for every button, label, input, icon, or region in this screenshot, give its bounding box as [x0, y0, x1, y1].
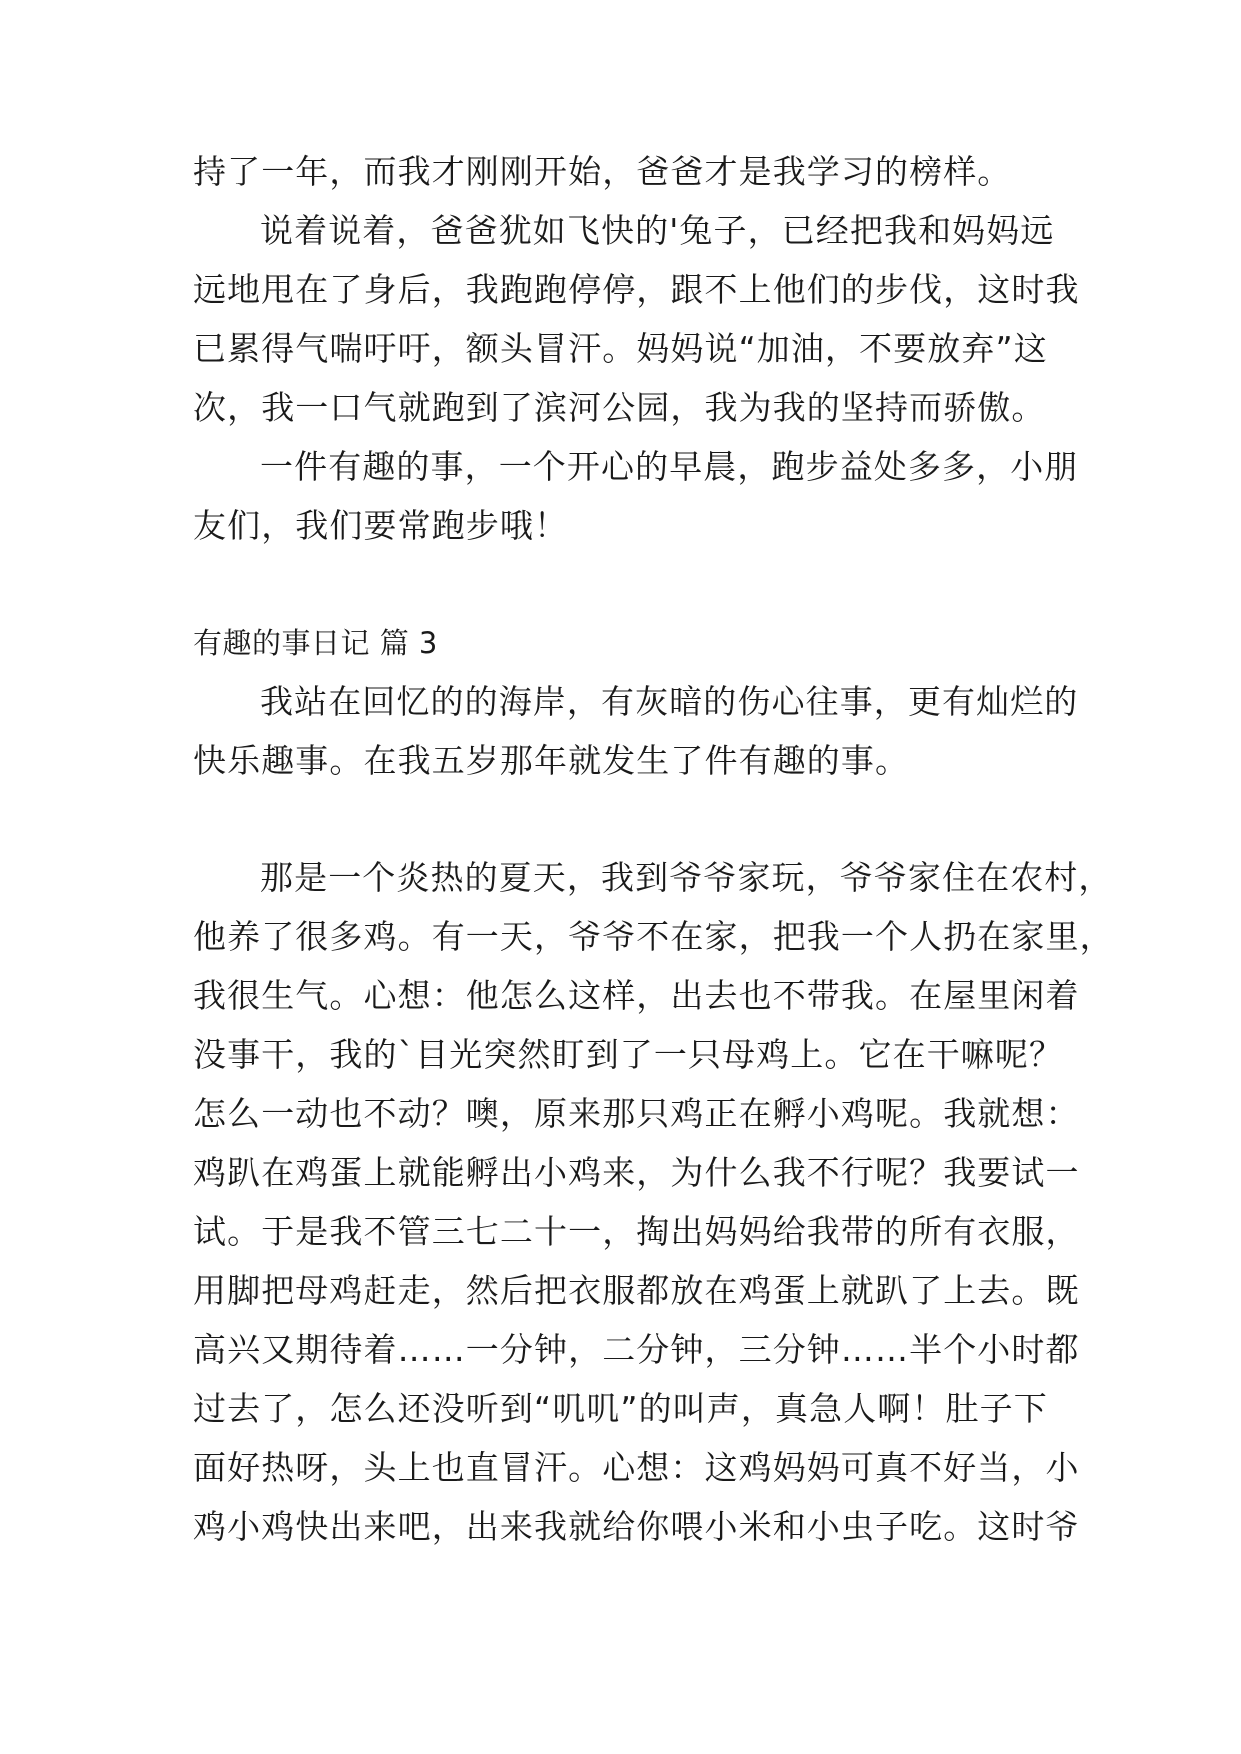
text-line: 没事干，我的`目光突然盯到了一只母鸡上。它在干嘛呢？ [193, 1035, 1064, 1074]
text-line: 高兴又期待着……一分钟，二分钟，三分钟……半个小时都 [193, 1330, 1080, 1369]
text-line: 已累得气喘吁吁，额头冒汗。妈妈说“加油，不要放弃”这 [193, 329, 1048, 368]
text-line: 持了一年，而我才刚刚开始，爸爸才是我学习的榜样。 [193, 152, 1012, 191]
text-line: 怎么一动也不动？噢，原来那只鸡正在孵小鸡呢。我就想： [193, 1094, 1080, 1133]
text-line: 鸡小鸡快出来吧，出来我就给你喂小米和小虫子吃。这时爷 [193, 1507, 1080, 1546]
text-line: 友们，我们要常跑步哦！ [193, 506, 569, 545]
paragraph-first-line: 一件有趣的事，一个开心的早晨，跑步益处多多，小朋 [260, 447, 1079, 486]
section-heading: 有趣的事日记 篇 3 [193, 626, 438, 660]
text-line: 我很生气。心想：他怎么这样，出去也不带我。在屋里闲着 [193, 976, 1080, 1015]
paragraph-first-line: 那是一个炎热的夏天，我到爷爷家玩，爷爷家住在农村， [260, 858, 1113, 897]
text-line: 他养了很多鸡。有一天，爷爷不在家，把我一个人扔在家里， [193, 917, 1114, 956]
text-line: 鸡趴在鸡蛋上就能孵出小鸡来，为什么我不行呢？我要试一 [193, 1153, 1080, 1192]
text-line: 快乐趣事。在我五岁那年就发生了件有趣的事。 [193, 741, 910, 780]
text-line: 过去了，怎么还没听到“叽叽”的叫声，真急人啊！肚子下 [193, 1389, 1048, 1428]
text-line: 远地甩在了身后，我跑跑停停，跟不上他们的步伐，这时我 [193, 270, 1080, 309]
paragraph-first-line: 我站在回忆的的海岸，有灰暗的伤心往事，更有灿烂的 [260, 682, 1079, 721]
text-line: 次，我一口气就跑到了滨河公园，我为我的坚持而骄傲。 [193, 388, 1046, 427]
text-line: 面好热呀，头上也直冒汗。心想：这鸡妈妈可真不好当，小 [193, 1448, 1080, 1487]
text-line: 用脚把母鸡赶走，然后把衣服都放在鸡蛋上就趴了上去。既 [193, 1271, 1080, 1310]
paragraph-first-line: 说着说着，爸爸犹如飞快的'兔子，已经把我和妈妈远 [260, 211, 1055, 250]
text-line: 试。于是我不管三七二十一，掏出妈妈给我带的所有衣服， [193, 1212, 1080, 1251]
